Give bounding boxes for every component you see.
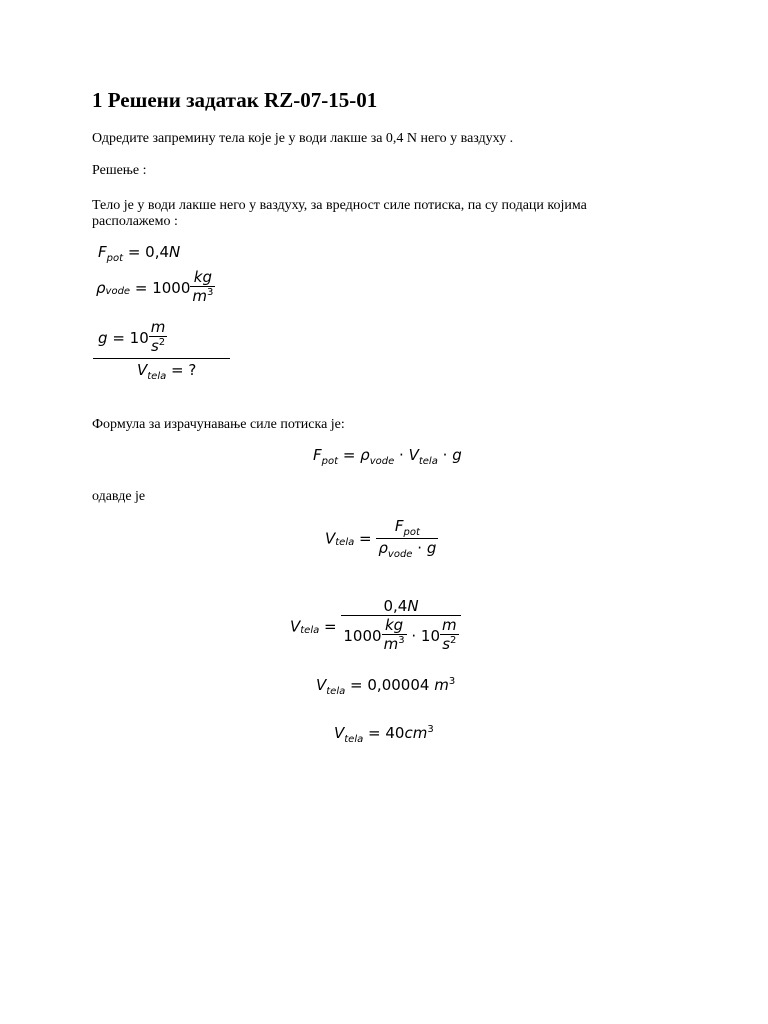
given-density: $\rho_{vode} = 1000$ $\frac{kg}{m^3}$ [96, 268, 214, 305]
buoyancy-formula: $F_{pot} = \rho_{vode} \cdot V_{tela} \cdot g$ [313, 446, 462, 467]
volume-result-m3: $V_{tela} = 0,00004$ $m^3$ [316, 676, 456, 697]
problem-text: Одредите запремину тела које је у води лакше за 0,4 N него у ваздуху . [92, 131, 514, 146]
intro-text-line2: располажемо : [92, 214, 178, 229]
page-title: 1 Решени задатак RZ-07-15-01 [92, 88, 378, 112]
volume-formula: $V_{tela}$ = $\frac{F_{pot}}{\rho_{vode} \cdot g}$ [325, 517, 437, 560]
volume-result-cm3: $V_{tela} = 40cm^3$ [334, 724, 434, 745]
unknown-volume: $V_{tela}$ = ? [137, 361, 197, 382]
solution-label: Решење : [92, 163, 147, 178]
volume-substitution: $V_{tela}$ = 0,4N 1000 $\frac{kg}{m^3}$ · 10 $\frac{m}{s^2}$ [290, 597, 461, 656]
from-here-label: одавде је [92, 489, 146, 504]
intro-text-line1: Тело је у води лакше него у ваздуху, за вредност силе потиска, па су подаци којима [92, 198, 587, 213]
formula-intro: Формула за израчунавање силе потиска је: [92, 417, 345, 432]
given-gravity: g = 10 $\frac{m}{s^2}$ [98, 318, 166, 355]
given-divider [93, 358, 230, 359]
given-force: $F_{pot} = 0,4N$ [98, 243, 181, 264]
